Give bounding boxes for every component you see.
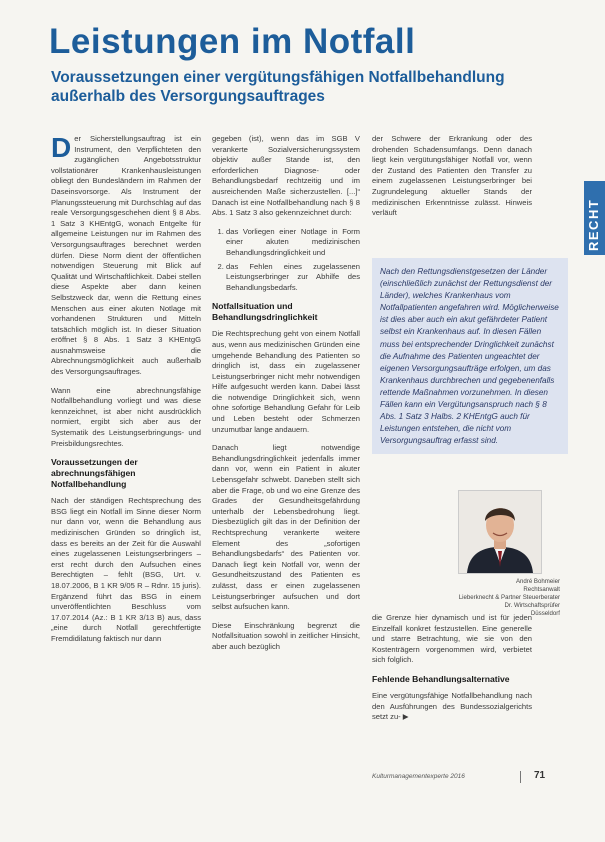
author-role: Rechtsanwalt (523, 586, 560, 594)
column-3 (372, 134, 532, 227)
criteria-list (212, 227, 360, 294)
paragraph: Danach liegt notwendige Behandlungsdringlichkeit jedenfalls immer dann vor, wenn ein Patient in akuter Lebensgefahr schwebt. Daneben stellt sich aber die Frage, ob und wo eine Grenze des Grades der Gesundheitsgefährdung unterhalb der Lebensbedrohung liegt. Diesbezüglich gilt das in der Definition der Rechtsprechung verankerte weitere Element des „sofortigen Behandlungsbedarfs“ des Patienten vor. Danach liegt kein Notfall vor, wenn der Gesundheitszustand des Patienten es zulässt, dass er einen zugelassenen Leistungserbringer aufsuchen und dort selbst aufsuchen kann. (212, 443, 360, 612)
section-heading: Voraussetzungen der abrechnungsfähigen Notfallbehandlung (51, 457, 138, 490)
paragraph: Nach der ständigen Rechtsprechung des BSG liegt ein Notfall im Sinne dieser Norm nur dann vor, wenn die Behandlung aus medizinischen Gründen so dringlich ist, dass es bereits an der Zeit für die Auswahl eines zugelassenen Leistungserbringers – erst recht durch den Aufsuchen eines Berechtigten – fehlt (BSG, Urt. v. 18.07.2006, B 1 KR 9/05 R – Rdnr. 15 juris). Ergänzend führt das BSG in einem unveröffentlichten Beschluss vom 17.07.2014 (Az.: B 1 KR 3/13 B) aus, dass „eine durch Notfall gerechtfertigte Fremdidilatung faktisch nur dann (51, 496, 201, 643)
paragraph: Wann eine abrechnungsfähige Notfallbehandlung vorliegt und was diese kennzeichnet, ist aber nicht ausdrücklich normiert, ergibt sich aber aus der Systematik des Leistungserbringungs- und Preisbildungsrechtes. (51, 385, 201, 448)
drop-cap: D (51, 132, 72, 163)
page-title: Leistungen im Notfall (49, 22, 416, 61)
author-city: Düsseldorf (530, 610, 560, 618)
section-heading: Notfallsituation und Behandlungsdringlichkeit (212, 301, 318, 323)
column-1 (51, 134, 201, 653)
paragraph: Die Rechtsprechung geht von einem Notfall aus, wenn aus medizinischen Gründen eine umgehende Behandlung des Patienten so dringlich ist, dass ein zugelassener Leistungserbringer nicht mehr notwendigen Hilfe aufgesucht werden kann. Dabei lässt die notwendige Dringlichkeit sich, wenn ohne sofortige Behandlung Gefahr für Leib und Leben besteht oder Schmerzen unzumutbar lange andauern. (212, 329, 360, 434)
list-item: 1. das Vorliegen einer Notlage in Form einer akuten medizinischen Behandlungsdringlichkeit und (226, 227, 360, 259)
column-3-continued (372, 613, 532, 729)
author-photo (458, 490, 542, 574)
paragraph: Eine vergütungsfähige Notfallbehandlung nach den Ausführungen des Bundessozialgerichts setzt zu- ▶ (372, 690, 532, 722)
author-name: André Bohmeier (515, 578, 560, 585)
column-2 (212, 134, 360, 661)
author-firm: Lieberknecht & Partner Steuerberater (458, 594, 560, 602)
paragraph: der Schwere der Erkrankung oder des drohenden Schadensumfangs. Denn danach liegt kein vergütungsfähiger Notfall vor, wenn der Zustand des Patienten den Transfer zu einem zugelassenen Leistungserbringer bei Zugrundelegung aktueller Stands der medizinischen Erkenntnisse zulässt. Hinweis verläuft (372, 134, 532, 218)
paragraph: Diese Einschränkung begrenzt die Notfallsituation sowohl in zeitlicher Hinsicht, aber auch bezüglich (212, 620, 360, 651)
author-firm-2: Dr. Wirtschaftsprüfer (504, 602, 560, 610)
paragraph-text: er Sicherstellungsauftrag ist ein Instrument, den Verpflichteten den zugänglichen Angebotsstruktur vollstationärer Krankenhausleistungen obliegt den Bundesländern im Rahmen der Daseinsvorsorge. Als Instrument der Planungssteuerung mit Durchschlag auf das reale Versorgungsgeschehen dient § 8 Abs. 1 Satz 3 KHEntgG, wonach Entgelte für allgemeine Leistungen nur im Rahmen des Versorgungsauftrages berechnet werden dürfen. Diese Norm dient der öffentlichen notwendigen Steuerung mit Blick auf Qualität und Wirtschaftlichkeit. Dabei stellen diese Aspekte aber dann keinen Selbstzweck dar, wenn die Rettung eines Menschen aus einer akuten Notlage mit vorhandenen Strukturen und Mitteln tatsächlich möglich ist. In dieser Situation eröffnet § 8 Abs. 1 Satz 3 KHEntgG ausnahmsweise die Abrechnungsmöglichkeit auch außerhalb des Versorgungsauftrages. (51, 134, 201, 377)
paragraph: gegeben (ist), wenn das im SGB V verankerte Sozialversicherungssystem objektiv außer Stande ist, den erforderlichen Diagnose- oder Behandlungsbedarf rechtzeitig und im ausreichenden Maße sicherzustellen. [...]“ Danach ist eine Notfallbehandlung nach § 8 Abs. 1 Satz 3 also gekennzeichnet durch: (212, 134, 360, 218)
portrait-image (459, 491, 541, 573)
footer-journal: Kulturmanagementexperte 2016 (372, 773, 465, 780)
page-number: 71 (534, 770, 546, 781)
list-item: 2. das Fehlen eines zugelassenen Leistungserbringer zur Abhilfe des Behandlungsbedarfs. (226, 262, 360, 294)
footer-divider (520, 771, 521, 783)
page-subtitle: Voraussetzungen einer vergütungsfähigen Notfallbehandlung außerhalb des Versorgungsauftrages (51, 69, 505, 105)
section-tab (584, 181, 605, 255)
intro-paragraph (51, 134, 201, 378)
pull-quote: Nach den Rettungsdienstgesetzen der Länder (einschließlich zunächst der Rettungsdienst der Länder), welches Krankenhaus vom Notfallpatienten angefahren wird. Möglicherweise ist dies aber auch ein akut gefährdeter Patient selbst ein Krankenhaus auf. In diesen Fällen muss bei entsprechender Dringlichkeit zunächst die Aufnahme des Patienten ungeachtet der eigenen Versorgungsaufträge erfolgen, um das Krankenhaus durchbrechen und gegebenenfalls rettende Maßnahmen vorzunehmen. In diesen Fällen kann ein Vergütungsanspruch nach § 8 Abs. 1 Satz 3 Halbs. 2 KHEntgG auch für Leistungen entstehen, die nicht vom Versorgungsauftrag erfasst sind. (372, 258, 568, 454)
paragraph: die Grenze hier dynamisch und ist für jeden Einzelfall konkret festzustellen. Eine generelle und starre Betrachtung, wie sie von den Kostenträgern vorgenommen wird, verbietet sich folglich. (372, 613, 532, 665)
section-heading: Fehlende Behandlungsalternative (372, 673, 510, 684)
section-tab-label: RECHT (586, 198, 601, 251)
